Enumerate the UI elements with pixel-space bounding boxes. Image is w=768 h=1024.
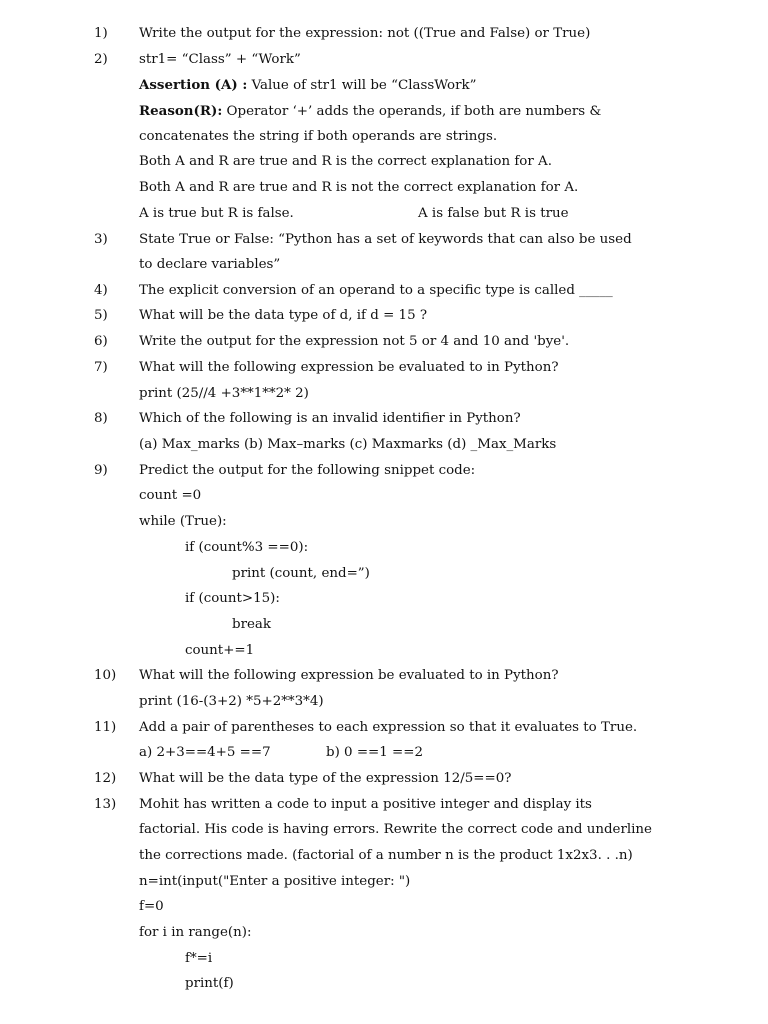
q2-option-d: A is false but R is true xyxy=(418,206,569,221)
q9-number: 9) xyxy=(94,463,108,478)
q13-line1: Mohit has written a code to input a positive integer and display its xyxy=(139,797,592,812)
q2-reason-cont: concatenates the string if both operands are strings. xyxy=(139,129,498,144)
q11-option-a: a) 2+3==4+5 ==7 xyxy=(139,745,271,760)
q6-text: Write the output for the expression not 5 or 4 and 10 and 'bye'. xyxy=(139,334,570,349)
q10-line1: What will the following expression be evaluated to in Python? xyxy=(139,668,559,683)
q9-code-line: count+=1 xyxy=(185,643,255,658)
q9-code-line: break xyxy=(232,617,271,632)
q9-code-line: count =0 xyxy=(139,488,202,503)
q11-line1: Add a pair of parentheses to each expression so that it evaluates to True. xyxy=(139,720,638,735)
q9-code-line: if (count%3 ==0): xyxy=(185,540,309,555)
q2-number: 2) xyxy=(94,52,108,67)
q8-line1: Which of the following is an invalid identifier in Python? xyxy=(139,411,521,426)
q2-option-c: A is true but R is false. xyxy=(139,206,294,221)
q4-text: The explicit conversion of an operand to a specific type is called _____ xyxy=(139,283,613,298)
q13-code-line: print(f) xyxy=(185,976,234,991)
q5-text: What will be the data type of d, if d = 15 ? xyxy=(139,308,428,323)
q1-text: Write the output for the expression: not ((True and False) or True) xyxy=(139,26,591,41)
q8-number: 8) xyxy=(94,411,108,426)
q9-line1: Predict the output for the following snippet code: xyxy=(139,463,476,478)
q2-line1: str1= “Class” + “Work” xyxy=(139,52,301,67)
q2-option-b: Both A and R are true and R is not the correct explanation for A. xyxy=(139,180,579,195)
q9-code-line: print (count, end=”) xyxy=(232,566,370,581)
q2-reason xyxy=(139,103,601,119)
q7-number: 7) xyxy=(94,360,108,375)
q10-number: 10) xyxy=(94,668,117,683)
q3-number: 3) xyxy=(94,232,108,247)
q7-line1: What will the following expression be evaluated to in Python? xyxy=(139,360,559,375)
q5-number: 5) xyxy=(94,308,108,323)
assertion-text: Value of str1 will be “ClassWork” xyxy=(247,78,477,93)
q13-code-line: f=0 xyxy=(139,899,164,914)
q9-code-line: if (count>15): xyxy=(185,591,280,606)
q13-line2: factorial. His code is having errors. Rewrite the correct code and underline xyxy=(139,822,652,837)
q4-number: 4) xyxy=(94,283,108,298)
q12-text: What will be the data type of the expression 12/5==0? xyxy=(139,771,512,786)
q6-number: 6) xyxy=(94,334,108,349)
q10-line2: print (16-(3+2) *5+2**3*4) xyxy=(139,694,324,709)
q13-code-line: for i in range(n): xyxy=(139,925,252,940)
reason-label: Reason(R): xyxy=(139,103,223,119)
q11-number: 11) xyxy=(94,720,117,735)
q2-assertion xyxy=(139,77,476,93)
q13-code-line: f*=i xyxy=(185,951,213,966)
q3-line2: to declare variables” xyxy=(139,257,281,272)
q13-line3: the corrections made. (factorial of a number n is the product 1x2x3. . .n) xyxy=(139,848,633,863)
q9-code-line: while (True): xyxy=(139,514,227,529)
reason-text: Operator ‘+’ adds the operands, if both are numbers & xyxy=(222,104,602,119)
q7-line2: print (25//4 +3**1**2* 2) xyxy=(139,386,309,401)
q3-line1: State True or False: “Python has a set of keywords that can also be used xyxy=(139,232,632,247)
q13-code-line: n=int(input("Enter a positive integer: ") xyxy=(139,874,411,889)
q8-options: (a) Max_marks (b) Max–marks (c) Maxmarks (d) _Max_Marks xyxy=(139,437,557,452)
q1-number: 1) xyxy=(94,26,108,41)
q2-option-a: Both A and R are true and R is the correct explanation for A. xyxy=(139,154,552,169)
assertion-label: Assertion (A) : xyxy=(139,77,248,93)
q13-number: 13) xyxy=(94,797,117,812)
q11-option-b: b) 0 ==1 ==2 xyxy=(326,745,424,760)
q12-number: 12) xyxy=(94,771,117,786)
